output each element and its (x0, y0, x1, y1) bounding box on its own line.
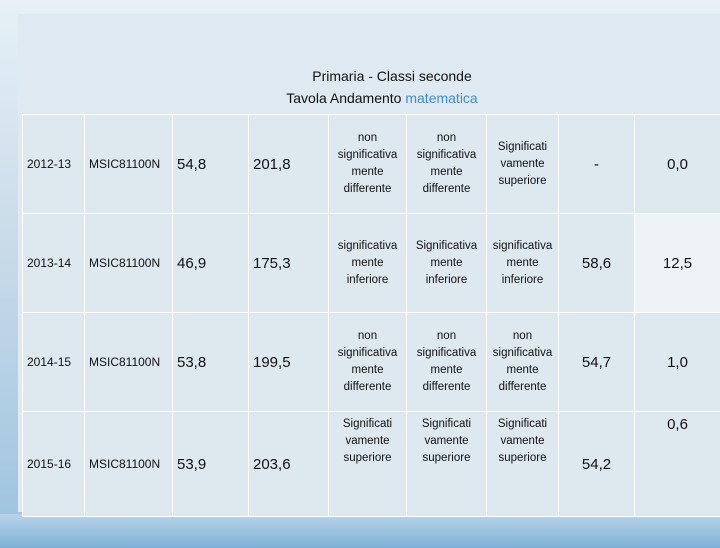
score-cell: 46,9 (173, 214, 249, 313)
year-cell: 2012-13 (23, 115, 85, 214)
footer-band (0, 514, 720, 548)
score-cell: 53,9 (173, 412, 249, 517)
comparison-cell-1: non significativa mente differente (329, 313, 407, 412)
score-cell: 54,8 (173, 115, 249, 214)
wle-score-cell: 201,8 (249, 115, 329, 214)
table-row (23, 412, 720, 517)
wle-score-cell: 175,3 (249, 214, 329, 313)
value-cell-4: 12,5 (635, 214, 720, 313)
value-cell-4: 0,0 (635, 115, 720, 214)
comparison-cell-2: Significativa mente inferiore (407, 214, 487, 313)
table-row (23, 313, 720, 412)
comparison-cell-3: Significati vamente superiore (487, 412, 559, 517)
results-table (22, 114, 720, 517)
table-row (23, 214, 720, 313)
comparison-cell-2: non significativa mente differente (407, 115, 487, 214)
title-line-2 (22, 88, 720, 108)
comparison-cell-1: non significativa mente differente (329, 115, 407, 214)
school-code-cell: MSIC81100N (85, 313, 173, 412)
year-cell: 2013-14 (23, 214, 85, 313)
score-cell: 53,8 (173, 313, 249, 412)
wle-score-cell: 199,5 (249, 313, 329, 412)
title-prefix: Tavola Andamento (286, 90, 405, 106)
table-row (23, 115, 720, 214)
value-cell-3: - (559, 115, 635, 214)
value-cell-4: 0,6 (635, 412, 720, 517)
title-highlight: matematica (405, 90, 477, 106)
comparison-cell-2: Significati vamente superiore (407, 412, 487, 517)
comparison-cell-2: non significativa mente differente (407, 313, 487, 412)
school-code-cell: MSIC81100N (85, 412, 173, 517)
value-cell-3: 58,6 (559, 214, 635, 313)
year-cell: 2014-15 (23, 313, 85, 412)
school-code-cell: MSIC81100N (85, 214, 173, 313)
value-cell-3: 54,7 (559, 313, 635, 412)
comparison-cell-3: significativa mente inferiore (487, 214, 559, 313)
school-code-cell: MSIC81100N (85, 115, 173, 214)
value-cell-3: 54,2 (559, 412, 635, 517)
value-cell-4: 1,0 (635, 313, 720, 412)
wle-score-cell: 203,6 (249, 412, 329, 517)
title-line-1: Primaria - Classi seconde (32, 66, 720, 86)
year-cell: 2015-16 (23, 412, 85, 517)
comparison-cell-3: non significativa mente differente (487, 313, 559, 412)
comparison-cell-3: Significati vamente superiore (487, 115, 559, 214)
comparison-cell-1: Significati vamente superiore (329, 412, 407, 517)
comparison-cell-1: significativa mente inferiore (329, 214, 407, 313)
